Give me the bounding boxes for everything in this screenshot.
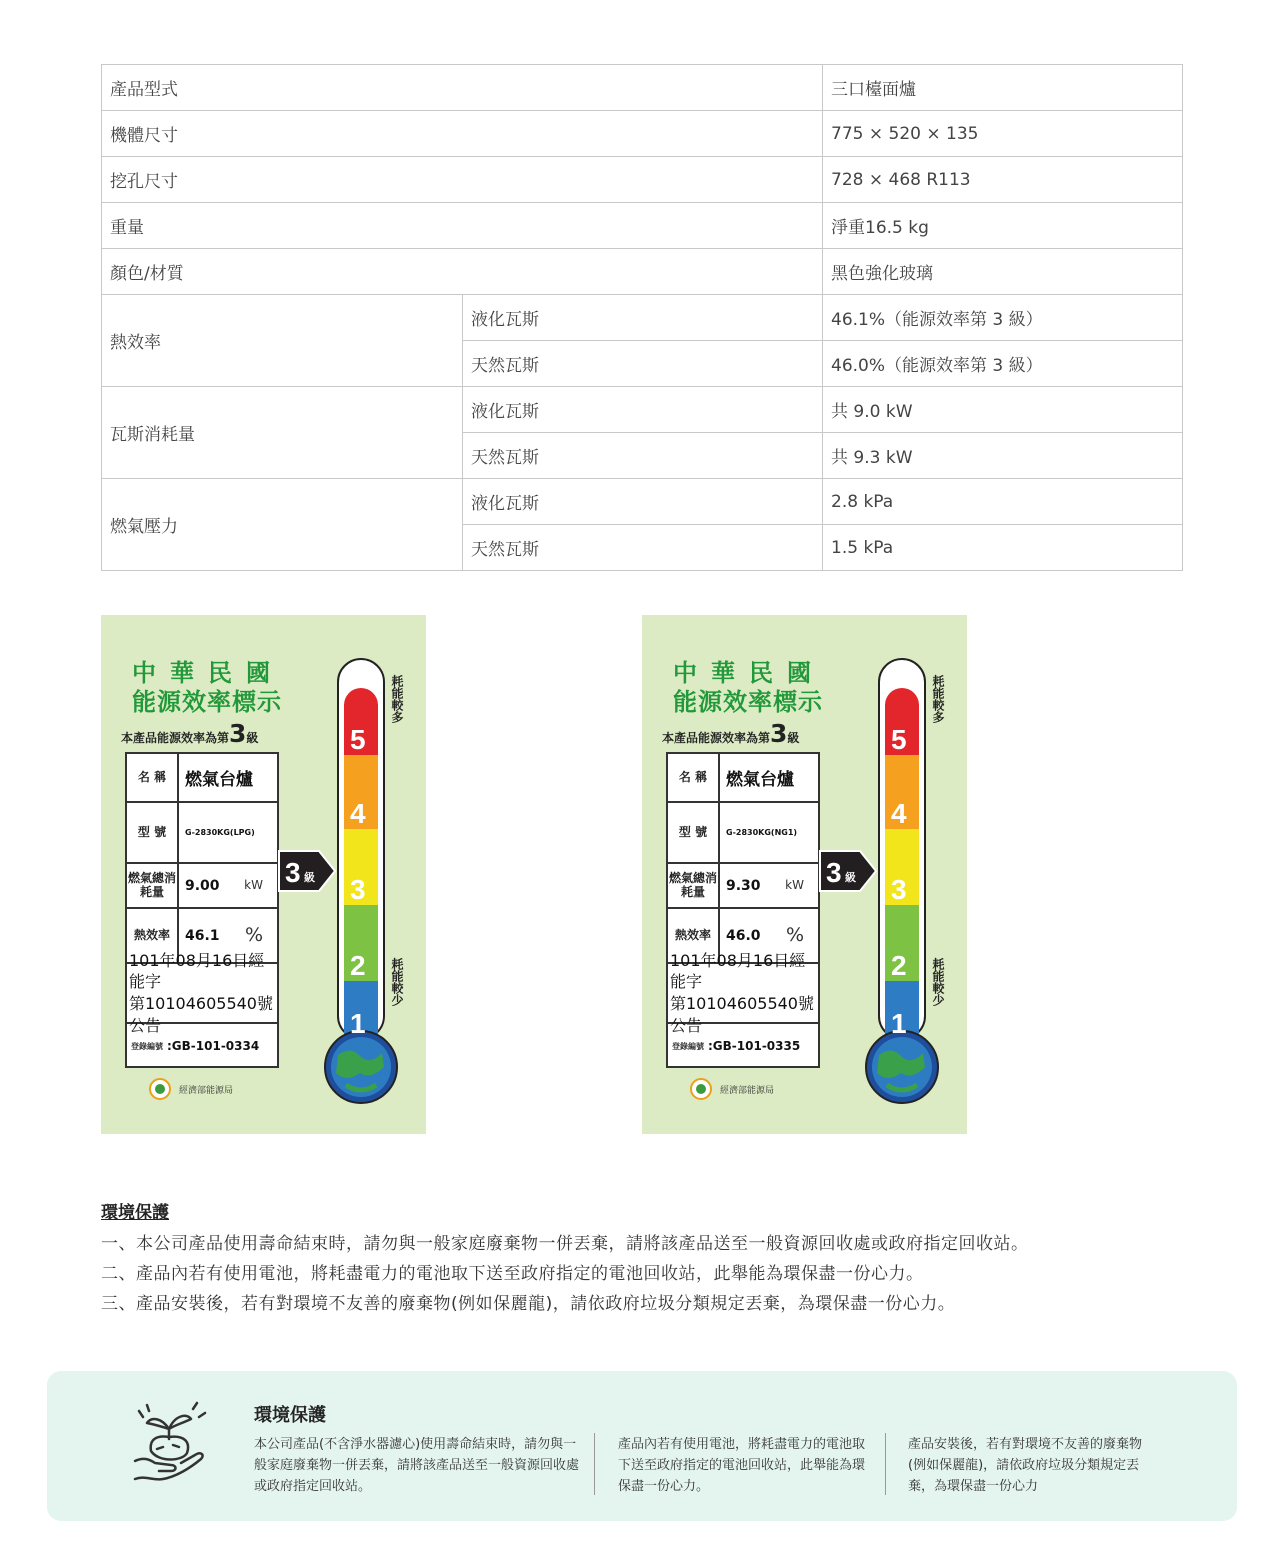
info-value: 9.30	[726, 877, 761, 894]
more-consumption-text: 耗能較多	[390, 675, 404, 723]
info-value: 46.0	[726, 927, 761, 944]
info-key: 名 稱	[127, 754, 179, 801]
env-section-title: 環境保護	[101, 1203, 169, 1223]
less-consumption-text: 耗能較少	[931, 958, 945, 1006]
scale-level-2: 2	[891, 950, 907, 981]
ministry-name: 經濟部能源局	[179, 1085, 234, 1096]
info-key: 型 號	[127, 803, 179, 862]
spec-label: 顏色/材質	[102, 249, 823, 295]
ministry-logo-icon	[690, 1078, 712, 1100]
info-row-name	[127, 754, 277, 803]
info-unit: %	[244, 924, 263, 946]
info-value: G-2830KG(LPG)	[185, 828, 255, 837]
grade-suffix: 級	[246, 731, 259, 745]
spec-value: 46.1%（能源效率第 3 級）	[823, 295, 1183, 341]
card-divider	[594, 1433, 595, 1495]
spec-label: 機體尺寸	[102, 111, 823, 157]
scale-level-1: 1	[350, 1008, 366, 1039]
scale-level-4: 4	[350, 798, 366, 829]
table-row	[102, 295, 1183, 341]
info-unit: kW	[244, 878, 263, 892]
spec-value: 黑色強化玻璃	[823, 249, 1183, 295]
label-grade-line	[121, 719, 258, 748]
ministry-logo-icon	[149, 1078, 171, 1100]
card-divider	[885, 1433, 886, 1495]
label-info-box	[125, 752, 279, 1068]
info-key: 燃氣總消耗量	[668, 864, 720, 907]
reg-value: :GB-101-0335	[708, 1039, 801, 1053]
info-key: 熱效率	[127, 909, 179, 962]
table-row	[102, 479, 1183, 525]
label-header-country: 中華民國	[673, 659, 825, 687]
table-row	[102, 157, 1183, 203]
info-row-name	[668, 754, 818, 803]
scale-level-3: 3	[891, 874, 907, 905]
spec-group-label: 熱效率	[102, 295, 463, 387]
scale-level-2: 2	[350, 950, 366, 981]
spec-label: 挖孔尺寸	[102, 157, 823, 203]
table-row	[102, 111, 1183, 157]
label-info-box	[666, 752, 820, 1068]
spec-value: 775 × 520 × 135	[823, 111, 1183, 157]
announcement-line: 101年08月16日經能字	[129, 950, 265, 992]
scale-level-5: 5	[350, 724, 366, 755]
reg-key: 登錄編號	[131, 1041, 163, 1051]
gas-type: 天然瓦斯	[463, 341, 823, 387]
card-column: 本公司產品(不含淨水器濾心)使用壽命結束時，請勿與一般家庭廢棄物一併丟棄，請將該產品送至一般資源回收處或政府指定回收站。	[254, 1437, 580, 1494]
spec-value: 46.0%（能源效率第 3 級）	[823, 341, 1183, 387]
info-row-model	[127, 803, 277, 864]
info-value: 9.00	[185, 877, 220, 894]
energy-label-ng	[642, 615, 967, 1134]
info-row-model	[668, 803, 818, 864]
grade-suffix: 級	[787, 731, 800, 745]
env-line: 二、產品內若有使用電池，將耗盡電力的電池取下送至政府指定的電池回收站，此舉能為環保盡一份心力。	[101, 1264, 924, 1284]
table-row	[102, 203, 1183, 249]
hand-holding-plant-icon	[129, 1399, 209, 1489]
label-header-title: 能源效率標示	[132, 688, 282, 716]
arrow-grade-suffix: 級	[304, 871, 315, 884]
gas-type: 天然瓦斯	[463, 433, 823, 479]
info-row-announcement	[127, 950, 277, 1035]
info-row-announcement	[668, 950, 818, 1035]
more-consumption-text: 耗能較多	[931, 675, 945, 723]
info-row-consumption	[668, 864, 818, 909]
spec-value: 三口檯面爐	[823, 65, 1183, 111]
spec-value: 728 × 468 R113	[823, 157, 1183, 203]
table-row	[102, 65, 1183, 111]
grade-number: 3	[770, 719, 788, 748]
spec-value: 共 9.0 kW	[823, 387, 1183, 433]
scale-level-5: 5	[891, 724, 907, 755]
gas-type: 液化瓦斯	[463, 387, 823, 433]
announcement-line: 101年08月16日經能字	[670, 950, 806, 992]
info-key: 名 稱	[668, 754, 720, 801]
ministry-logo-block	[690, 1078, 774, 1100]
label-grade-line	[662, 719, 799, 748]
spec-table	[101, 64, 1183, 571]
card-title: 環境保護	[254, 1405, 326, 1426]
gas-type: 天然瓦斯	[463, 525, 823, 571]
spec-label: 重量	[102, 203, 823, 249]
info-value: 燃氣台爐	[185, 770, 253, 790]
table-row	[102, 387, 1183, 433]
arrow-grade-number: 3	[826, 857, 842, 888]
info-key: 熱效率	[668, 909, 720, 962]
ministry-logo-block	[149, 1078, 233, 1100]
energy-label-lpg	[101, 615, 426, 1134]
info-unit: kW	[785, 878, 804, 892]
env-line: 三、產品安裝後，若有對環境不友善的廢棄物(例如保麗龍)，請依政府垃圾分類規定丟棄，為環保盡一份心力。	[101, 1294, 956, 1314]
info-value: 燃氣台爐	[726, 770, 794, 790]
arrow-grade-number: 3	[285, 857, 301, 888]
spec-value: 2.8 kPa	[823, 479, 1183, 525]
spec-label: 產品型式	[102, 65, 823, 111]
info-key: 型 號	[668, 803, 720, 862]
info-value: 46.1	[185, 927, 220, 944]
gas-type: 液化瓦斯	[463, 295, 823, 341]
card-column: 產品內若有使用電池，將耗盡電力的電池取下送至政府指定的電池回收站，此舉能為環保盡一份心力。	[618, 1437, 866, 1494]
grade-prefix: 本產品能源效率為第	[121, 731, 230, 745]
info-row-consumption	[127, 864, 277, 909]
info-row-registration	[127, 1024, 277, 1068]
grade-prefix: 本產品能源效率為第	[662, 731, 771, 745]
reg-value: :GB-101-0334	[167, 1039, 260, 1053]
announcement-line: 第10104605540號公告	[670, 994, 814, 1035]
gas-type: 液化瓦斯	[463, 479, 823, 525]
info-key: 燃氣總消耗量	[127, 864, 179, 907]
card-column: 產品安裝後，若有對環境不友善的廢棄物(例如保麗龍)，請依政府垃圾分類規定丟棄，為環保盡一份心力	[908, 1437, 1143, 1494]
spec-group-label: 燃氣壓力	[102, 479, 463, 571]
announcement-line: 第10104605540號公告	[129, 994, 273, 1035]
info-row-registration	[668, 1024, 818, 1068]
env-line: 一、本公司產品使用壽命結束時，請勿與一般家庭廢棄物一併丟棄，請將該產品送至一般資源回收處或政府指定回收站。	[101, 1234, 1029, 1254]
scale-level-3: 3	[350, 874, 366, 905]
arrow-grade-suffix: 級	[845, 871, 856, 884]
less-consumption-text: 耗能較少	[390, 958, 404, 1006]
label-header-title: 能源效率標示	[673, 688, 823, 716]
scale-level-4: 4	[891, 798, 907, 829]
spec-value: 1.5 kPa	[823, 525, 1183, 571]
grade-number: 3	[229, 719, 247, 748]
label-header-country: 中華民國	[132, 659, 284, 687]
info-value: G-2830KG(NG1)	[726, 828, 798, 837]
info-unit: %	[785, 924, 804, 946]
spec-value: 淨重16.5 kg	[823, 203, 1183, 249]
scale-level-1: 1	[891, 1008, 907, 1039]
env-info-card	[47, 1371, 1237, 1521]
ministry-name: 經濟部能源局	[720, 1085, 775, 1096]
table-row	[102, 249, 1183, 295]
spec-group-label: 瓦斯消耗量	[102, 387, 463, 479]
reg-key: 登錄編號	[672, 1041, 704, 1051]
spec-value: 共 9.3 kW	[823, 433, 1183, 479]
